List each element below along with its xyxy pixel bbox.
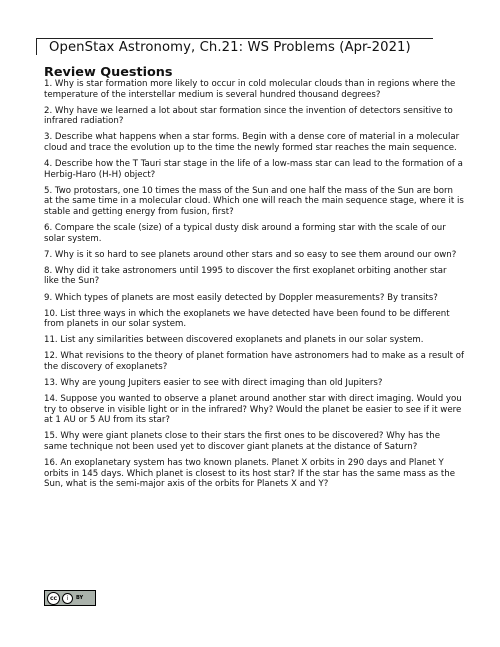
question-item: 3. Describe what happens when a star forms. Begin with a dense core of material in a molecular cloud and trace the evolution up to the time the newly formed star reaches the main sequence. <box>44 132 460 153</box>
section-title: Review Questions <box>44 65 173 80</box>
question-item: 12. What revisions to the theory of planet formation have astronomers had to make as a result of the discovery of exoplanets? <box>44 351 464 372</box>
question-item: 13. Why are young Jupiters easier to see with direct imaging than old Jupiters? <box>44 378 383 389</box>
question-item: 9. Which types of planets are most easily detected by Doppler measurements? By transits? <box>44 292 438 303</box>
question-item: 8. Why did it take astronomers until 1995 to discover the first exoplanet orbiting another star like the Sun? <box>44 265 447 287</box>
question-item: 15. Why were giant planets close to their stars the first ones to be discovered? Why has the same technique not been used yet to discover giant planets at the distance of Saturn? <box>44 431 440 453</box>
cc-by-license-badge[interactable] <box>44 590 96 606</box>
question-item: 14. Suppose you wanted to observe a planet around another star with direct imaging. Would you try to observe in visible light or in the infrared? Why? Would the planet be easier to see if it were at 1 AU or 5 AU from its star? <box>44 394 462 426</box>
question-item: 16. An exoplanetary system has two known planets. Planet X orbits in 290 days and Planet Y orbits in 145 days. Which planet is closest to its host star? If the star has the same mass as the Sun, what is the semi-major axis of the orbits for Planets X and Y? <box>44 458 455 490</box>
question-item: 2. Why have we learned a lot about star formation since the invention of detectors sensitive to infrared radiation? <box>44 105 453 127</box>
question-item: 1. Why is star formation more likely to occur in cold molecular clouds than in regions where the temperature of the interstellar medium is several hundred thousand degrees? <box>44 79 456 100</box>
question-list <box>44 79 464 495</box>
question-item: 7. Why is it so hard to see planets around other stars and so easy to see them around our own? <box>44 249 457 260</box>
question-item: 6. Compare the scale (size) of a typical dusty disk around a forming star with the scale of our solar system. <box>44 223 446 244</box>
creative-commons-icon: cc <box>47 592 60 605</box>
question-item: 4. Describe how the T Tauri star stage in the life of a low-mass star can lead to the formation of a Herbig-Haro (H-H) object? <box>44 159 463 180</box>
license-label: BY <box>76 595 84 601</box>
question-item: 5. Two protostars, one 10 times the mass of the Sun and one half the mass of the Sun are born at the same time in a molecular cloud. Which one will reach the main sequence stage, where it is stable and getting energy from fusion, first? <box>44 185 464 217</box>
question-item: 10. List three ways in which the exoplanets we have detected have been found to be different from planets in our solar system. <box>44 308 450 330</box>
question-item: 11. List any similarities between discovered exoplanets and planets in our solar system. <box>44 335 424 346</box>
attribution-icon: i <box>62 593 73 604</box>
page-header: OpenStax Astronomy, Ch.21: WS Problems (Apr-2021) <box>36 38 433 55</box>
